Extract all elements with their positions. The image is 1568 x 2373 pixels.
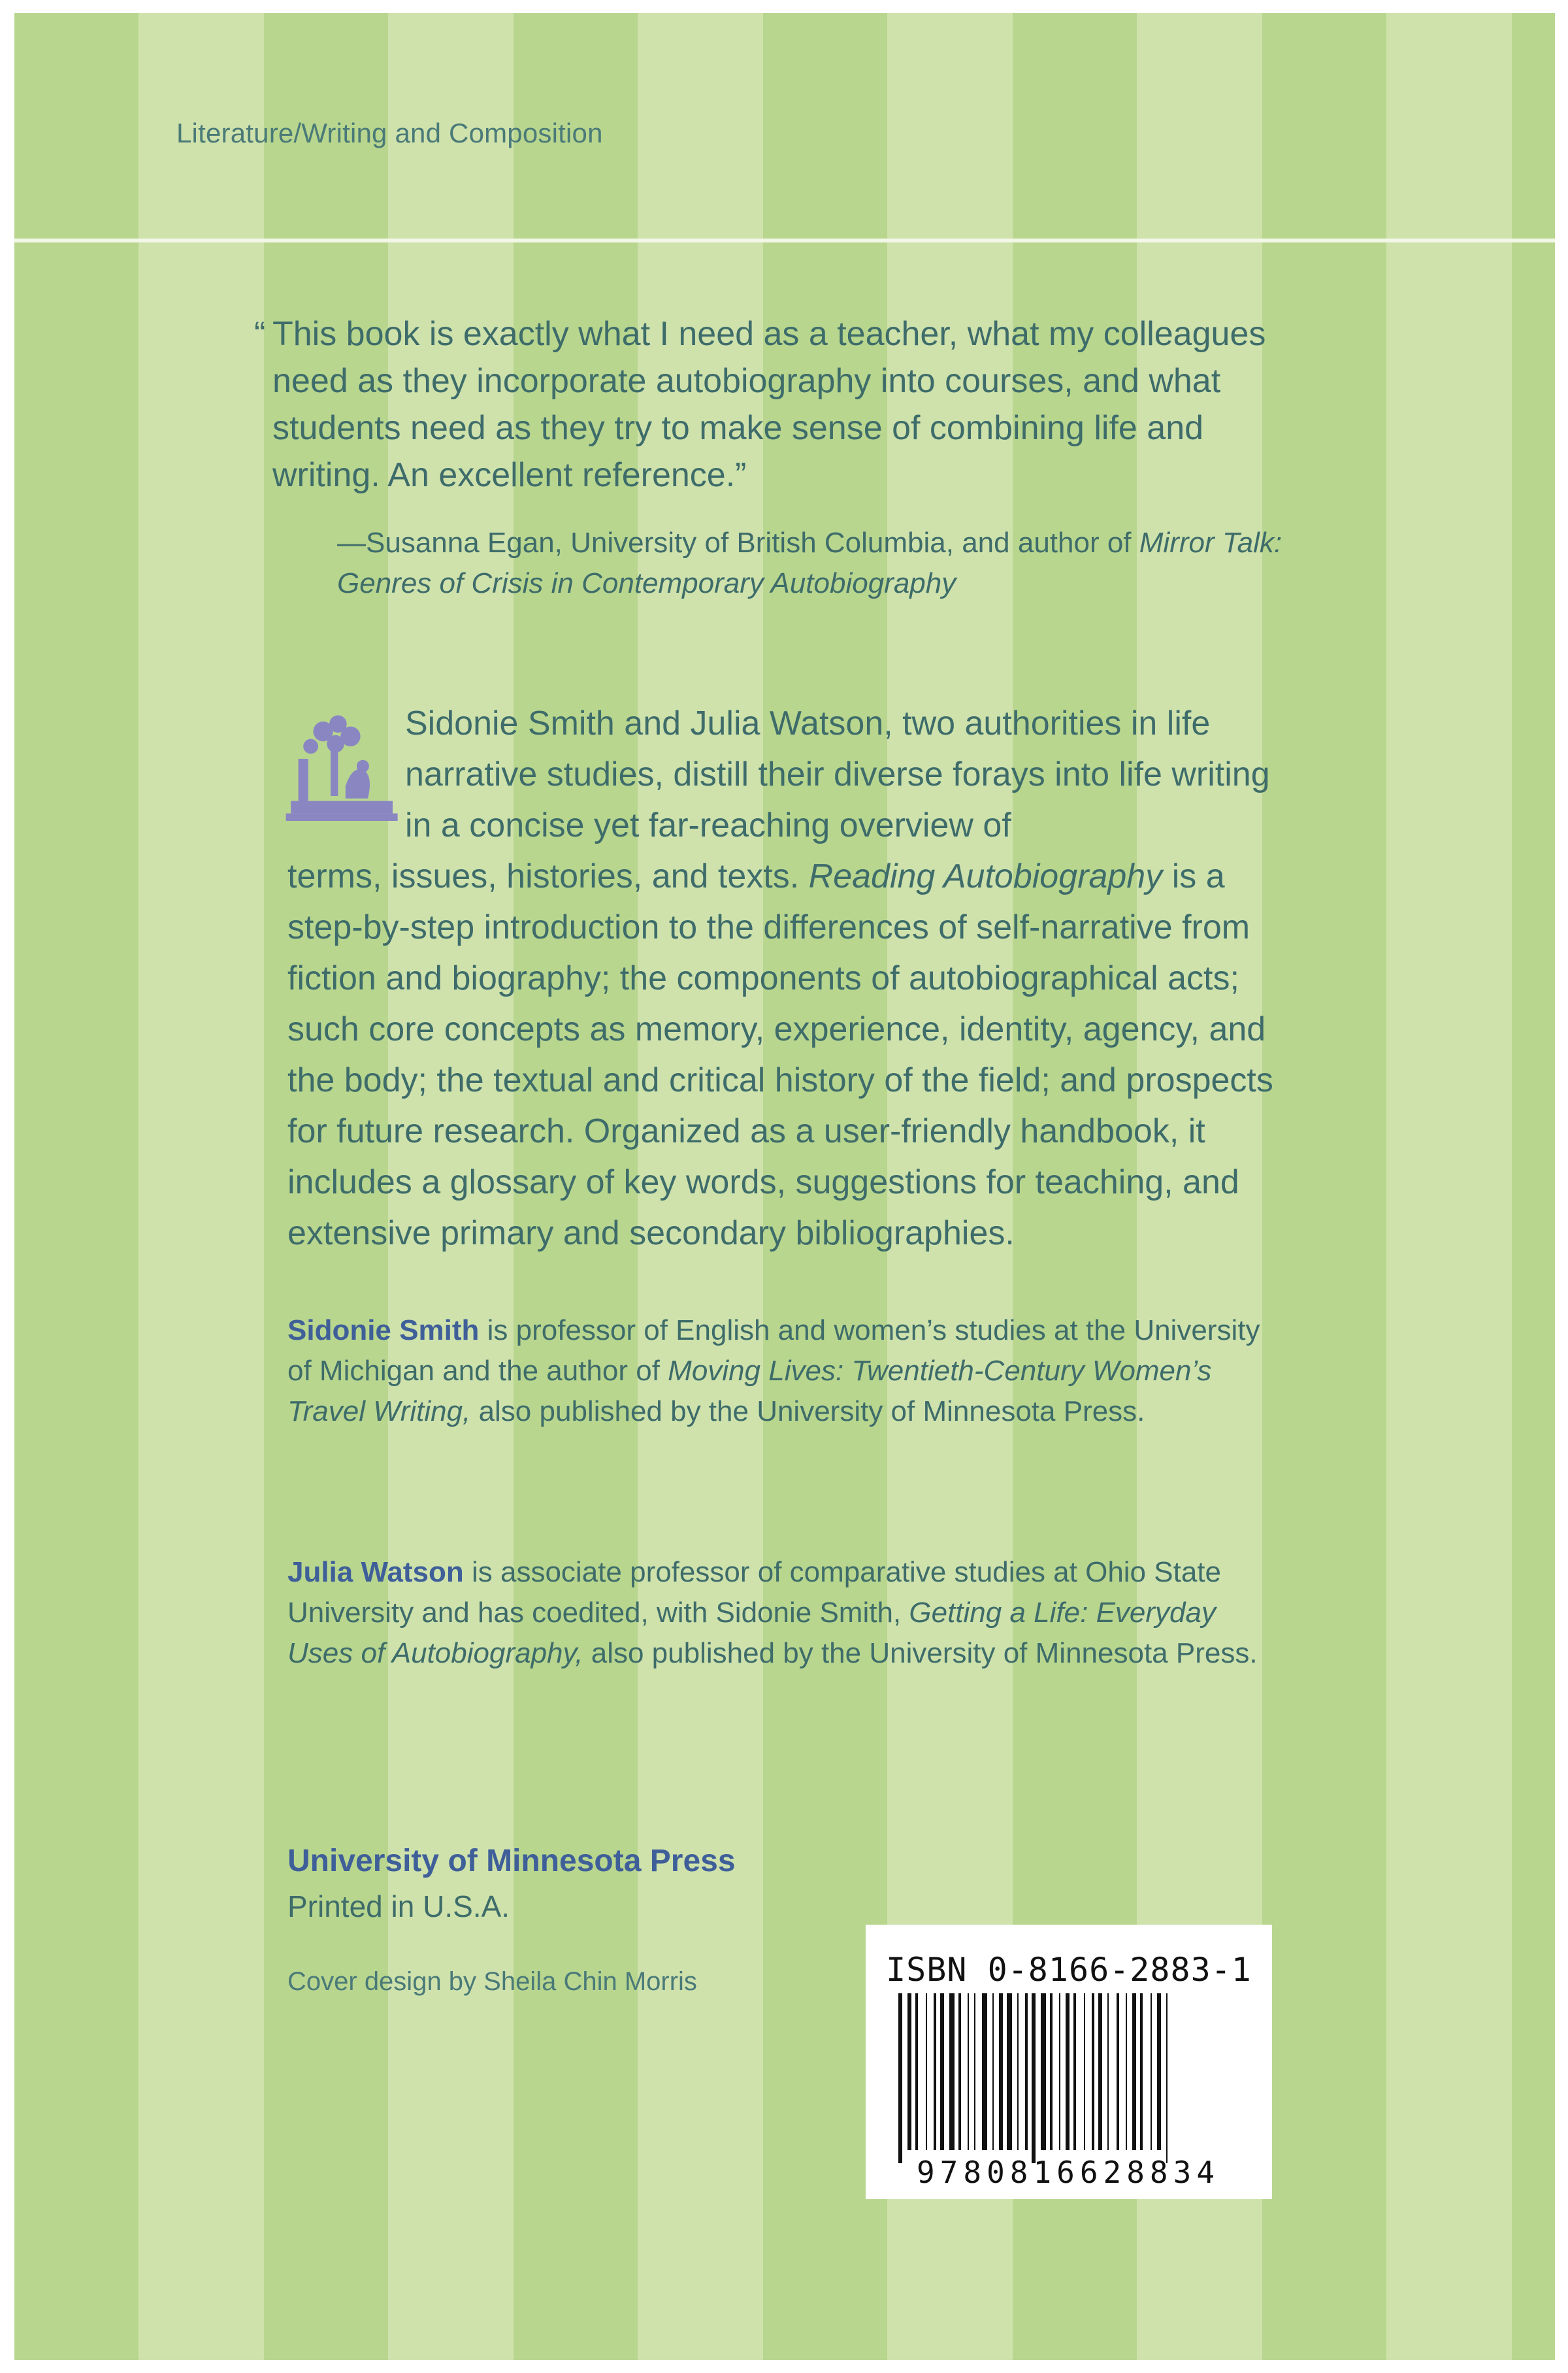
author-bio-watson	[287, 1552, 1281, 1674]
barcode-bar	[1117, 1993, 1119, 2150]
author-bio-smith	[287, 1310, 1281, 1432]
barcode-bar	[1007, 1993, 1012, 2150]
description-part2: is a step-by-step introduction to the differences of self-narrative from fiction and biography; the components of autobiographical acts; such core concepts as memory, experience, identity, agency, and the body; the textual and critical history of the field; and prospects for future research. Organized as a user-friendly handbook, it includes a glossary of key words, suggestions for teaching, and extensive primary and secondary bibliographies.	[287, 857, 1273, 1252]
printed-note: Printed in U.S.A.	[287, 1889, 510, 1923]
barcode-bar	[999, 1993, 1003, 2150]
author-name: Julia Watson	[287, 1556, 464, 1588]
barcode-bar	[915, 1993, 918, 2150]
barcode-bar	[1151, 1993, 1152, 2150]
attribution-title: Mirror Talk: Genres of Crisis in Contemporary Autobiography	[337, 527, 1282, 599]
endorsement-quote	[254, 310, 1292, 499]
bio-text-end: also published by the University of Minnesota Press.	[478, 1395, 1145, 1427]
barcode-bar	[1107, 1993, 1109, 2150]
barcode-bar	[1092, 1993, 1094, 2150]
quote-attribution	[337, 523, 1291, 604]
barcode-bar	[1126, 1993, 1127, 2150]
barcode-bar	[1166, 1993, 1168, 2163]
barcode-bar	[1059, 1993, 1060, 2150]
description-part1: terms, issues, histories, and texts.	[287, 857, 800, 895]
barcode-bar	[1132, 1993, 1136, 2150]
description-intro: Sidonie Smith and Julia Watson, two authorities in life narrative studies, distill their diverse forays into life writing in a concise yet far-reaching overview of	[405, 705, 1270, 844]
barcode-bar	[1157, 1993, 1161, 2150]
barcode-bar	[992, 1993, 994, 2150]
category-label: Literature/Writing and Composition	[176, 118, 603, 148]
barcode-bar	[1140, 1993, 1143, 2150]
barcode-bar	[1017, 1993, 1019, 2150]
description-body	[287, 851, 1294, 1259]
barcode	[898, 1993, 1245, 2163]
barcode-bar	[926, 1993, 927, 2150]
press-logo-icon	[281, 709, 405, 833]
barcode-bar	[1025, 1993, 1028, 2150]
barcode-bar	[1032, 1993, 1036, 2163]
back-cover	[14, 13, 1555, 2360]
barcode-bar	[1066, 1993, 1070, 2150]
barcode-number: 9780816628834	[916, 2155, 1220, 2190]
barcode-bar	[1084, 1993, 1085, 2150]
author-name: Sidonie Smith	[287, 1314, 480, 1346]
barcode-bar	[949, 1993, 955, 2150]
divider-line	[14, 239, 1555, 242]
barcode-bar	[940, 1993, 944, 2150]
barcode-bar	[982, 1993, 987, 2150]
cover-credit: Cover design by Sheila Chin Morris	[287, 1967, 697, 1996]
publisher-name: University of Minnesota Press	[287, 1844, 736, 1878]
quote-text: This book is exactly what I need as a teacher, what my colleagues need as they incorporate autobiography into courses, and what students need as they try to make sense of combining life and writing. An excellent reference.”	[272, 315, 1266, 494]
attribution-prefix: —Susanna Egan, University of British Columbia, and author of	[337, 527, 1132, 559]
quote-mark: “	[254, 315, 266, 353]
barcode-bar	[958, 1993, 961, 2150]
isbn-label: ISBN 0-8166-2883-1	[886, 1951, 1252, 1989]
barcode-bar	[907, 1993, 911, 2150]
barcode-bar	[1041, 1993, 1046, 2150]
barcode-panel	[866, 1925, 1272, 2199]
bio-text: is associate professor of comparative studies at Ohio State University and has coedited, with Sidonie Smith,	[287, 1556, 1221, 1629]
barcode-bar	[974, 1993, 975, 2150]
barcode-bar	[968, 1993, 969, 2150]
barcode-bar	[1050, 1993, 1053, 2150]
bio-book-title: Moving Lives: Twentieth-Century Women’s Travel Writing,	[287, 1355, 1212, 1427]
bio-text-end: also published by the University of Minnesota Press.	[591, 1637, 1258, 1669]
barcode-bar	[934, 1993, 936, 2150]
barcode-bar	[1098, 1993, 1102, 2150]
bio-book-title: Getting a Life: Everyday Uses of Autobiography,	[287, 1597, 1216, 1669]
barcode-bar	[898, 1993, 902, 2163]
bio-text: is professor of English and women’s studies at the University of Michigan and the author of	[287, 1314, 1260, 1387]
description-title: Reading Autobiography	[808, 857, 1163, 895]
barcode-bar	[1073, 1993, 1076, 2150]
